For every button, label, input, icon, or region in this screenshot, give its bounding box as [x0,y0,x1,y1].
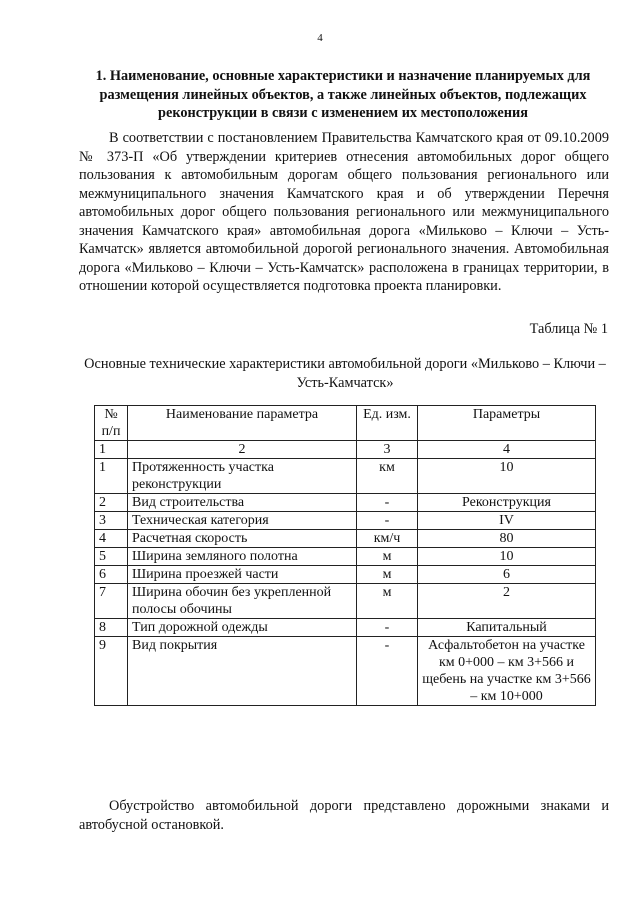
header-parameter-name: Наименование параметра [128,406,357,441]
table-row [95,530,596,548]
table-row [95,494,596,512]
parameter-value: 10 [418,459,596,494]
specifications-table [94,405,596,706]
parameter-name: Вид строительства [128,494,357,512]
row-number: 9 [95,637,128,706]
table-row [95,512,596,530]
page-number: 4 [317,32,323,44]
parameter-value: Реконструкция [418,494,596,512]
parameter-name: Вид покрытия [128,637,357,706]
parameter-unit: - [357,494,418,512]
parameter-name: Протяженность участка реконструкции [128,459,357,494]
parameter-name: Техническая категория [128,512,357,530]
row-number: 4 [95,530,128,548]
row-number: 7 [95,584,128,619]
body-paragraph-2: Обустройство автомобильной дороги представлено дорожными знаками и автобусной остановкой. [79,798,609,833]
table-column-number-row [95,441,596,459]
header-value: Параметры [418,406,596,441]
body-paragraph-1: В соответствии с постановлением Правительства Камчатского края от 09.10.2009 № 373-П «Об утверждении критериев отнесения автомобильных дорог общего пользования к автомобильным дорогам общего пользования регионального или межмуниципального значения Камчатского края и об утверждении Перечня автомобильных дорог общего пользования регионального или межмуниципального значения Камчатского края» автомобильная дорога «Мильково – Ключи – Усть-Камчатск» является автомобильной дорогой регионального значения. Автомобильная дорога «Мильково – Ключи – Усть-Камчатск» расположена в границах территории, в отношении которой осуществляется подготовка проекта планировки. [79,130,609,294]
parameter-name: Ширина земляного полотна [128,548,357,566]
table-row [95,637,596,706]
row-number: 1 [95,459,128,494]
table-caption: Основные технические характеристики автомобильной дороги «Мильково – Ключи – Усть-Камчатск» [84,356,606,391]
parameter-value: Капитальный [418,619,596,637]
row-number: 2 [95,494,128,512]
header-unit: Ед. изм. [357,406,418,441]
table-row [95,619,596,637]
parameter-unit: км [357,459,418,494]
parameter-name: Ширина обочин без укрепленной полосы обочины [128,584,357,619]
parameter-name: Тип дорожной одежды [128,619,357,637]
column-number-cell: 4 [418,441,596,459]
row-number: 3 [95,512,128,530]
parameter-value: 80 [418,530,596,548]
parameter-unit: км/ч [357,530,418,548]
table-number: Таблица № 1 [529,321,608,337]
header-number: № п/п [95,406,128,441]
parameter-unit: м [357,566,418,584]
column-number-cell: 3 [357,441,418,459]
parameter-value: 2 [418,584,596,619]
parameter-value: IV [418,512,596,530]
parameter-unit: - [357,512,418,530]
parameter-value: 10 [418,548,596,566]
table-header-row [95,406,596,441]
parameter-name: Расчетная скорость [128,530,357,548]
column-number-cell: 2 [128,441,357,459]
row-number: 5 [95,548,128,566]
table-row [95,459,596,494]
table-row [95,548,596,566]
parameter-name: Ширина проезжей части [128,566,357,584]
row-number: 8 [95,619,128,637]
row-number: 6 [95,566,128,584]
parameter-unit: м [357,584,418,619]
parameter-unit: - [357,619,418,637]
parameter-value: Асфальтобетон на участке км 0+000 – км 3+566 и щебень на участке км 3+566 – км 10+000 [418,637,596,706]
parameter-unit: м [357,548,418,566]
parameter-value: 6 [418,566,596,584]
column-number-cell: 1 [95,441,128,459]
table-row [95,566,596,584]
parameter-unit: - [357,637,418,706]
section-heading: 1. Наименование, основные характеристики и назначение планируемых для размещения линейных объектов, а также линейных объектов, подлежащих реконструкции в связи с изменением их местоположения [95,68,591,121]
table-row [95,584,596,619]
